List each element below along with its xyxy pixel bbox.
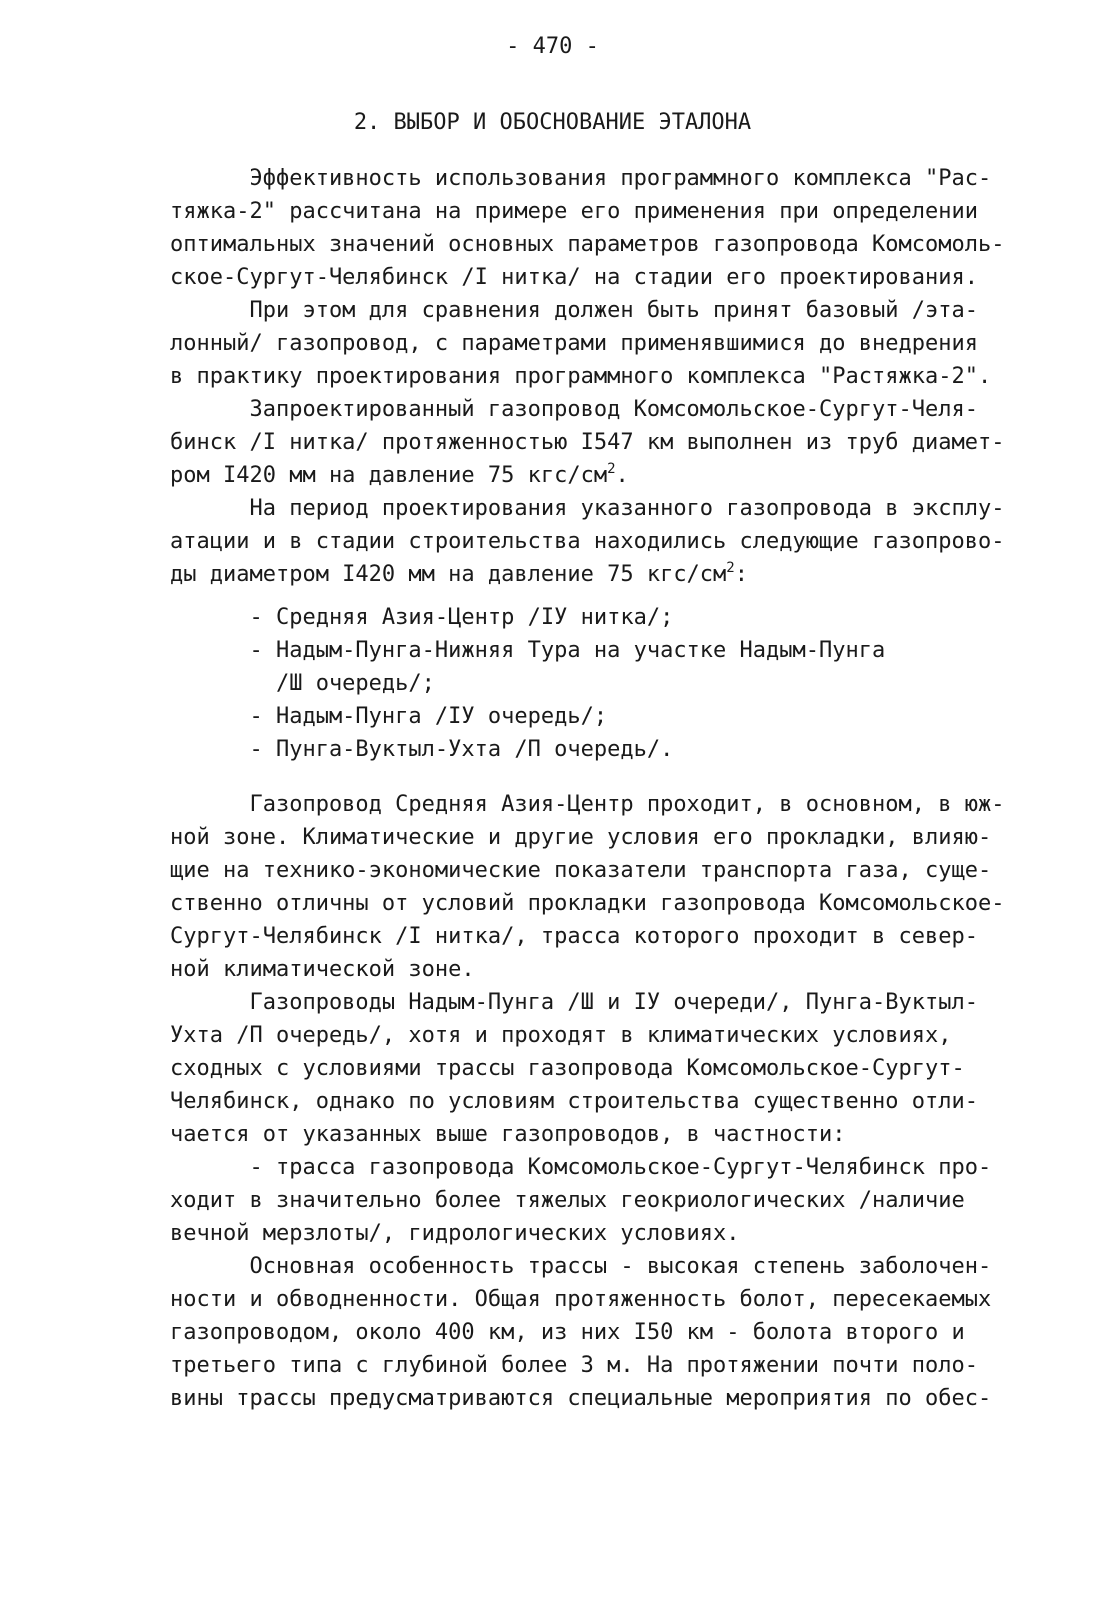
text-line: ходит в значительно более тяжелых геокриологических /наличие	[170, 1188, 965, 1213]
text-line: Газопровод Средняя Азия-Центр проходит, в основном, в юж-	[170, 792, 1005, 817]
superscript: 2	[726, 560, 735, 576]
text-line: ной климатической зоне.	[170, 957, 475, 982]
list-item: - Надым-Пунга-Нижняя Тура на участке Надым-Пунга	[170, 638, 886, 663]
paragraph-6	[170, 986, 1050, 1250]
text-line: - трасса газопровода Комсомольское-Сургут-Челябинск про-	[170, 1155, 992, 1180]
spacer	[170, 766, 1050, 788]
text-line: Газопроводы Надым-Пунга /Ш и IУ очереди/, Пунга-Вуктыл-	[170, 990, 978, 1015]
text-line: ское-Сургут-Челябинск /I нитка/ на стадии его проектирования.	[170, 265, 978, 290]
list-item: - Пунга-Вуктыл-Ухта /П очередь/.	[170, 737, 674, 762]
text-line: ственно отличны от условий прокладки газопровода Комсомольское-	[170, 891, 1005, 916]
text-line: тяжка-2" рассчитана на примере его применения при определении	[170, 199, 978, 224]
superscript: 2	[607, 461, 616, 477]
list-item: - Надым-Пунга /IУ очередь/;	[170, 704, 608, 729]
text-line: щие на технико-экономические показатели транспорта газа, суще-	[170, 858, 992, 883]
text-line: Запроектированный газопровод Комсомольское-Сургут-Челя-	[170, 397, 978, 422]
text-line: вечной мерзлоты/, гидрологических условиях.	[170, 1221, 740, 1246]
list-item: /Ш очередь/;	[170, 671, 435, 696]
pipeline-list	[170, 601, 1050, 766]
list-item: - Средняя Азия-Центр /IУ нитка/;	[170, 605, 674, 630]
text-line: оптимальных значений основных параметров газопровода Комсомоль-	[170, 232, 1005, 257]
body-text	[170, 162, 1050, 1415]
paragraph-3	[170, 393, 1050, 492]
text-line: сходных с условиями трассы газопровода Комсомольское-Сургут-	[170, 1056, 965, 1081]
text-fragment: ром I420 мм на давление 75 кгс/см	[170, 463, 608, 488]
paragraph-1	[170, 162, 1050, 294]
text-line: бинск /I нитка/ протяженностью I547 км выполнен из труб диамет-	[170, 430, 1005, 455]
text-fragment: .	[615, 463, 629, 488]
spacer	[170, 591, 1050, 601]
text-line	[170, 558, 1050, 591]
text-line: При этом для сравнения должен быть принят базовый /эта-	[170, 298, 978, 323]
text-line: Основная особенность трассы - высокая степень заболочен-	[170, 1254, 992, 1279]
text-line: атации и в стадии строительства находились следующие газопрово-	[170, 529, 1005, 554]
paragraph-7	[170, 1250, 1050, 1415]
section-title: 2. ВЫБОР И ОБОСНОВАНИЕ ЭТАЛОНА	[353, 110, 752, 135]
paragraph-2	[170, 294, 1050, 393]
text-fragment: ды диаметром I420 мм на давление 75 кгс/см	[170, 562, 727, 587]
page-number: - 470 -	[506, 34, 599, 59]
text-fragment: :	[734, 562, 748, 587]
text-line	[170, 459, 1050, 492]
text-line: вины трассы предусматриваются специальные мероприятия по обес-	[170, 1386, 992, 1411]
text-line: газопроводом, около 400 км, из них I50 км - болота второго и	[170, 1320, 965, 1345]
text-line: Эффективность использования программного комплекса "Рас-	[170, 166, 992, 191]
text-line: чается от указанных выше газопроводов, в частности:	[170, 1122, 846, 1147]
text-line: ности и обводненности. Общая протяженность болот, пересекаемых	[170, 1287, 992, 1312]
text-line: Ухта /П очередь/, хотя и проходят в климатических условиях,	[170, 1023, 952, 1048]
text-line: лонный/ газопровод, с параметрами применявшимися до внедрения	[170, 331, 978, 356]
text-line: в практику проектирования программного комплекса "Растяжка-2".	[170, 364, 992, 389]
text-line: Сургут-Челябинск /I нитка/, трасса которого проходит в север-	[170, 924, 978, 949]
text-line: третьего типа с глубиной более 3 м. На протяжении почти поло-	[170, 1353, 978, 1378]
text-line: На период проектирования указанного газопровода в эксплу-	[170, 496, 1005, 521]
paragraph-5	[170, 788, 1050, 986]
text-line: Челябинск, однако по условиям строительства существенно отли-	[170, 1089, 978, 1114]
paragraph-4	[170, 492, 1050, 591]
text-line: ной зоне. Климатические и другие условия его прокладки, влияю-	[170, 825, 992, 850]
